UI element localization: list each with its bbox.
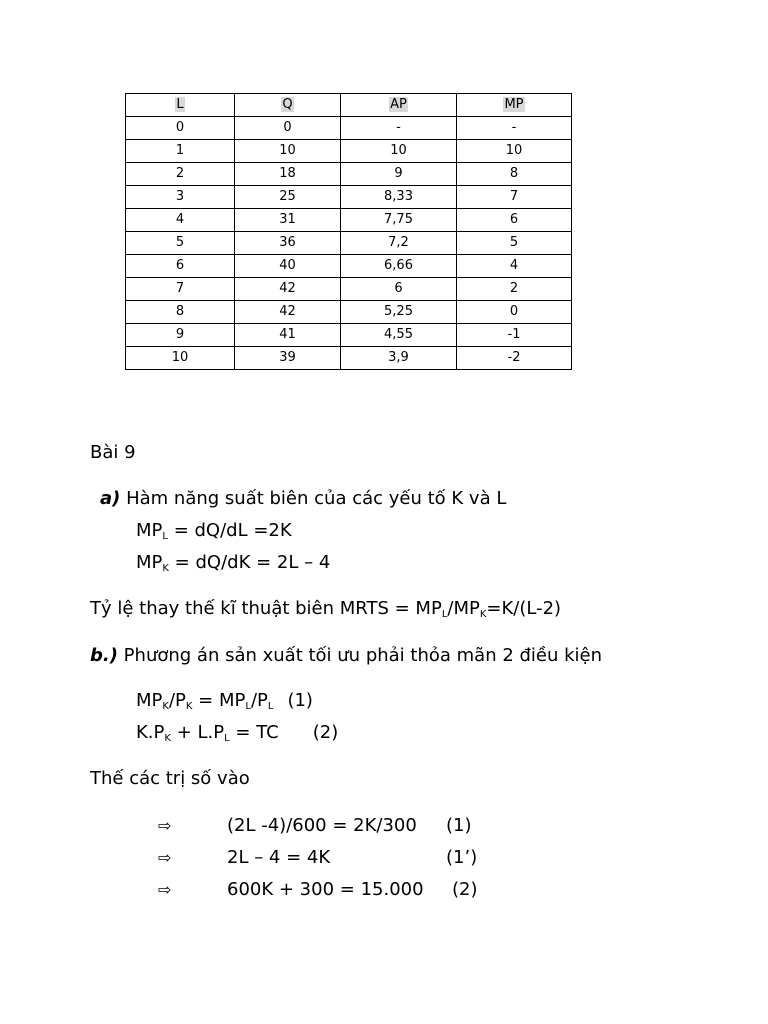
- table-cell: 6: [457, 209, 572, 232]
- table-row: [126, 232, 572, 255]
- table-cell: 10: [126, 347, 235, 370]
- table-cell: 36: [235, 232, 341, 255]
- header-mp: MP: [457, 94, 572, 117]
- table-cell: 42: [235, 301, 341, 324]
- step-equation: 600K + 300 = 15.000: [227, 879, 424, 900]
- table-cell: 1: [126, 140, 235, 163]
- table-row: [126, 301, 572, 324]
- table-cell: 5: [457, 232, 572, 255]
- table-cell: 41: [235, 324, 341, 347]
- table-row: [126, 209, 572, 232]
- header-l: L: [126, 94, 235, 117]
- table-row: [126, 255, 572, 278]
- production-table: [125, 93, 572, 370]
- table-cell: 7: [457, 186, 572, 209]
- condition-2: $K.P_K + L.P_L$ = TC (2): [136, 722, 339, 744]
- table-body: [126, 117, 572, 370]
- table-cell: 0: [457, 301, 572, 324]
- table-cell: 39: [235, 347, 341, 370]
- part-b-text: Phương án sản xuất tối ưu phải thỏa mãn 2 điều kiện: [117, 645, 603, 666]
- step-tag: (1’): [446, 847, 478, 868]
- step-equation: 2L – 4 = 4K: [227, 847, 331, 868]
- step-equation: (2L -4)/600 = 2K/300: [227, 815, 417, 836]
- table-cell: 3,9: [341, 347, 457, 370]
- table-row: [126, 186, 572, 209]
- table-cell: 25: [235, 186, 341, 209]
- table-cell: 10: [457, 140, 572, 163]
- table-cell: 4,55: [341, 324, 457, 347]
- table-row: [126, 117, 572, 140]
- table-cell: 7,75: [341, 209, 457, 232]
- part-b-label: b.): [90, 645, 118, 666]
- substitute-text: Thế các trị số vào: [90, 768, 250, 789]
- table-cell: 8: [457, 163, 572, 186]
- table-cell: 4: [457, 255, 572, 278]
- table-cell: 10: [235, 140, 341, 163]
- part-a-heading: [100, 488, 506, 510]
- arrow-right-icon: ⇨: [158, 816, 172, 835]
- table-cell: 2: [457, 278, 572, 301]
- table-cell: -: [341, 117, 457, 140]
- header-q: Q: [235, 94, 341, 117]
- part-a-text: Hàm năng suất biên của các yếu tố K và L: [120, 488, 507, 509]
- table-cell: -2: [457, 347, 572, 370]
- table-cell: 10: [341, 140, 457, 163]
- table-cell: 9: [341, 163, 457, 186]
- mpk-equation: $MP_K = dQ/dK = 2L - 4$: [136, 552, 331, 574]
- table-cell: 2: [126, 163, 235, 186]
- table-cell: 31: [235, 209, 341, 232]
- table-cell: 4: [126, 209, 235, 232]
- step-tag: (1): [446, 815, 472, 836]
- table-cell: 40: [235, 255, 341, 278]
- table-row: [126, 347, 572, 370]
- table-cell: 3: [126, 186, 235, 209]
- table-cell: 9: [126, 324, 235, 347]
- table-row: [126, 278, 572, 301]
- arrow-right-icon: ⇨: [158, 880, 172, 899]
- table-row: [126, 324, 572, 347]
- table-header-row: [126, 94, 572, 117]
- arrow-right-icon: ⇨: [158, 848, 172, 867]
- table-cell: 7: [126, 278, 235, 301]
- part-b-heading: [90, 645, 602, 667]
- table-cell: 6,66: [341, 255, 457, 278]
- table-cell: 18: [235, 163, 341, 186]
- table-cell: 8,33: [341, 186, 457, 209]
- table-cell: 0: [235, 117, 341, 140]
- table-row: [126, 163, 572, 186]
- table-cell: 42: [235, 278, 341, 301]
- table-cell: 6: [126, 255, 235, 278]
- table-cell: -: [457, 117, 572, 140]
- header-ap: AP: [341, 94, 457, 117]
- table-cell: 0: [126, 117, 235, 140]
- part-a-label: a): [100, 488, 121, 509]
- condition-1: $MP_K/P_K = MP_L/P_L$ (1): [136, 690, 313, 712]
- table-cell: 7,2: [341, 232, 457, 255]
- table-cell: -1: [457, 324, 572, 347]
- table-cell: 5,25: [341, 301, 457, 324]
- exercise-title: Bài 9: [90, 442, 136, 463]
- mrts-equation: Tỷ lệ thay thế kĩ thuật biên MRTS = $MP_L/MP_K=K/(L-2)$: [90, 598, 562, 620]
- step-tag: (2): [452, 879, 478, 900]
- mpl-equation: $MP_L = dQ/dL =2K$: [136, 520, 292, 542]
- table-cell: 5: [126, 232, 235, 255]
- table-row: [126, 140, 572, 163]
- table-cell: 8: [126, 301, 235, 324]
- table-cell: 6: [341, 278, 457, 301]
